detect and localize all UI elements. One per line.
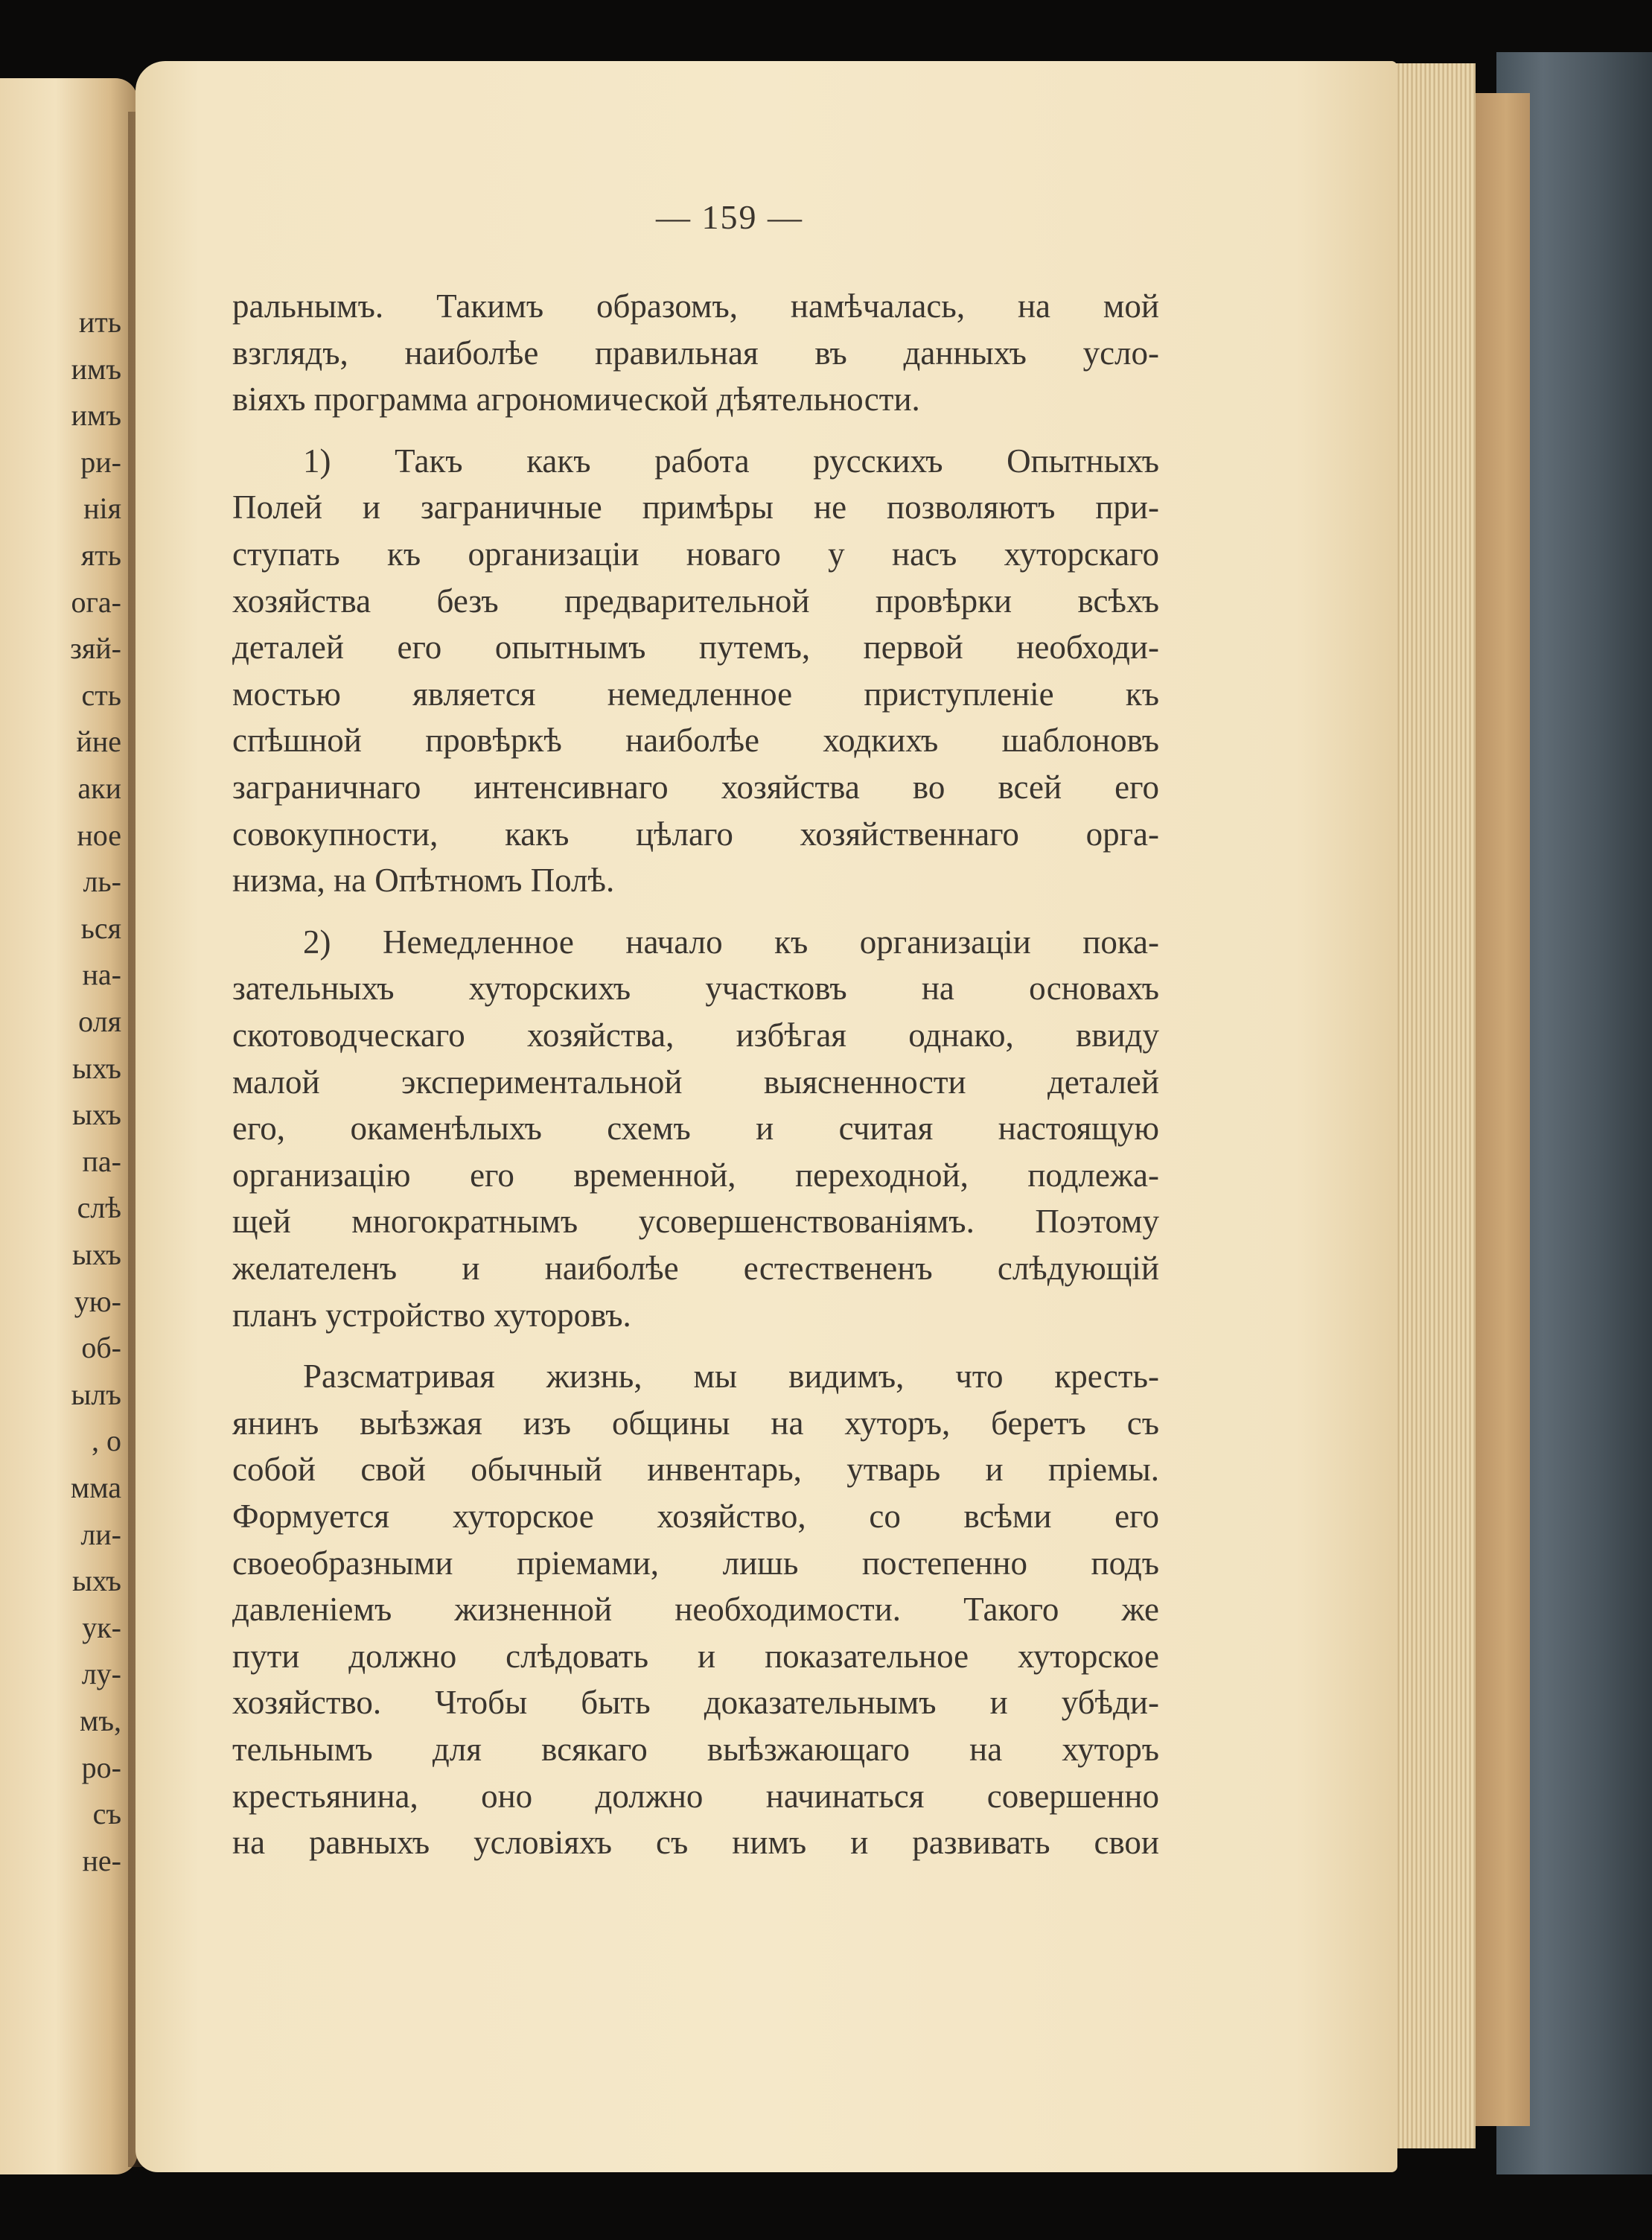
left-page-line: ять	[80, 538, 121, 572]
left-page-line: нія	[83, 491, 121, 526]
left-page-line: ыхъ	[71, 1564, 121, 1598]
text-line: крестьянина, оно должно начинаться совершенно	[232, 1777, 1159, 1815]
text-line: янинъ выѣзжая изъ общины на хуторъ, беретъ съ	[232, 1404, 1159, 1442]
text-line: совокупности, какъ цѣлаго хозяйственнаго орга-	[232, 815, 1159, 853]
text-line: деталей его опытнымъ путемъ, первой необходи-	[232, 629, 1159, 666]
left-page-line: ую-	[74, 1284, 121, 1318]
text-line: заграничнаго интенсивнаго хозяйства во всей его	[232, 769, 1159, 806]
text-line: собой свой обычный инвентарь, утварь и пріемы.	[232, 1451, 1159, 1489]
left-page-line: мъ,	[80, 1704, 121, 1737]
text-line: пути должно слѣдовать и показательное хуторское	[232, 1637, 1159, 1675]
left-page-line: лу-	[81, 1657, 121, 1691]
text-line: своеобразными пріемами, лишь постепенно подъ	[232, 1544, 1159, 1582]
text-line: на равныхъ условіяхъ съ нимъ и развивать свои	[232, 1824, 1159, 1862]
text-line: спѣшной провѣркѣ наиболѣе ходкихъ шаблоновъ	[232, 722, 1159, 760]
left-page-line: ыхъ	[71, 1051, 121, 1085]
text-line: желателенъ и наиболѣе естествененъ слѣдующій	[232, 1250, 1159, 1287]
text-line: взглядъ, наиболѣе правильная въ данныхъ усло-	[232, 334, 1159, 372]
left-page-line: мма	[70, 1471, 121, 1504]
text-line: 1) Такъ какъ работа русскихъ Опытныхъ	[303, 442, 1159, 480]
text-line: малой экспериментальной выясненности деталей	[232, 1063, 1159, 1101]
left-page-line: ыхъ	[71, 1098, 121, 1132]
text-line: планъ устройство хуторовъ.	[232, 1296, 631, 1334]
left-page-line: ылъ	[71, 1377, 121, 1411]
text-line: ральнымъ. Такимъ образомъ, намѣчалась, на мой	[232, 287, 1159, 325]
left-page-line: ль-	[83, 865, 121, 899]
text-line: 2) Немедленное начало къ организаціи пока-	[303, 923, 1159, 961]
text-line: зательныхъ хуторскихъ участковъ на основахъ	[232, 970, 1159, 1008]
left-page-line: ное	[77, 818, 121, 852]
left-page-line: на-	[82, 958, 121, 992]
text-line: щей многократнымъ усовершенствованіямъ. Поэтому	[232, 1203, 1159, 1241]
text-line: віяхъ программа агрономической дѣятельности.	[232, 381, 920, 419]
page-edges	[1386, 63, 1476, 2148]
left-page-line: ук-	[82, 1610, 121, 1644]
left-page-line: слѣ	[77, 1191, 121, 1225]
left-page-line: оля	[78, 1005, 121, 1038]
page-number: — 159 —	[656, 198, 803, 236]
text-line: ступать къ организаціи новаго у насъ хуторскаго	[232, 535, 1159, 573]
text-line: Формуется хуторское хозяйство, со всѣми его	[232, 1498, 1159, 1535]
left-page-line: имъ	[71, 398, 121, 433]
left-page-line: ри-	[80, 445, 121, 479]
text-line: Полей и заграничные примѣры не позволяютъ при-	[232, 489, 1159, 526]
left-page-line: аки	[77, 771, 121, 805]
text-line: давленіемъ жизненной необходимости. Такого же	[232, 1591, 1159, 1629]
text-line: хозяйства безъ предварительной провѣрки всѣхъ	[232, 582, 1159, 620]
left-page-line: не-	[82, 1843, 121, 1877]
left-page-line: ься	[80, 911, 121, 945]
left-page-line: ыхъ	[71, 1238, 121, 1271]
left-page-line: ро-	[81, 1750, 121, 1784]
text-line: Разсматривая жизнь, мы видимъ, что кресть-	[303, 1358, 1159, 1396]
left-page-line: йне	[76, 725, 121, 759]
text-line: его, окаменѣлыхъ схемъ и считая настоящую	[232, 1110, 1159, 1148]
left-page-line: ить	[78, 305, 121, 339]
left-page-line: имъ	[71, 351, 121, 386]
left-page-line: сть	[81, 678, 121, 712]
left-page-line: об-	[81, 1331, 121, 1365]
left-page-line: ога-	[71, 585, 121, 619]
text-line: хозяйство. Чтобы быть доказательнымъ и убѣди-	[232, 1684, 1159, 1722]
left-page	[0, 78, 138, 2174]
text-line: тельнымъ для всякаго выѣзжающаго на хуторъ	[232, 1731, 1159, 1768]
text-line: скотоводческаго хозяйства, избѣгая однако, ввиду	[232, 1016, 1159, 1054]
book-endpaper	[1470, 93, 1530, 2126]
left-page-line: ли-	[80, 1517, 121, 1551]
text-line: низма, на Опѣтномъ Полѣ.	[232, 862, 615, 900]
text-line: мостью является немедленное приступленіе къ	[232, 675, 1159, 713]
left-page-line: , о	[92, 1424, 121, 1458]
left-page-line: зяй-	[70, 631, 121, 666]
left-page-line: съ	[92, 1797, 121, 1831]
text-line: организацію его временной, переходной, подлежа-	[232, 1156, 1159, 1194]
left-page-line: па-	[82, 1144, 121, 1178]
